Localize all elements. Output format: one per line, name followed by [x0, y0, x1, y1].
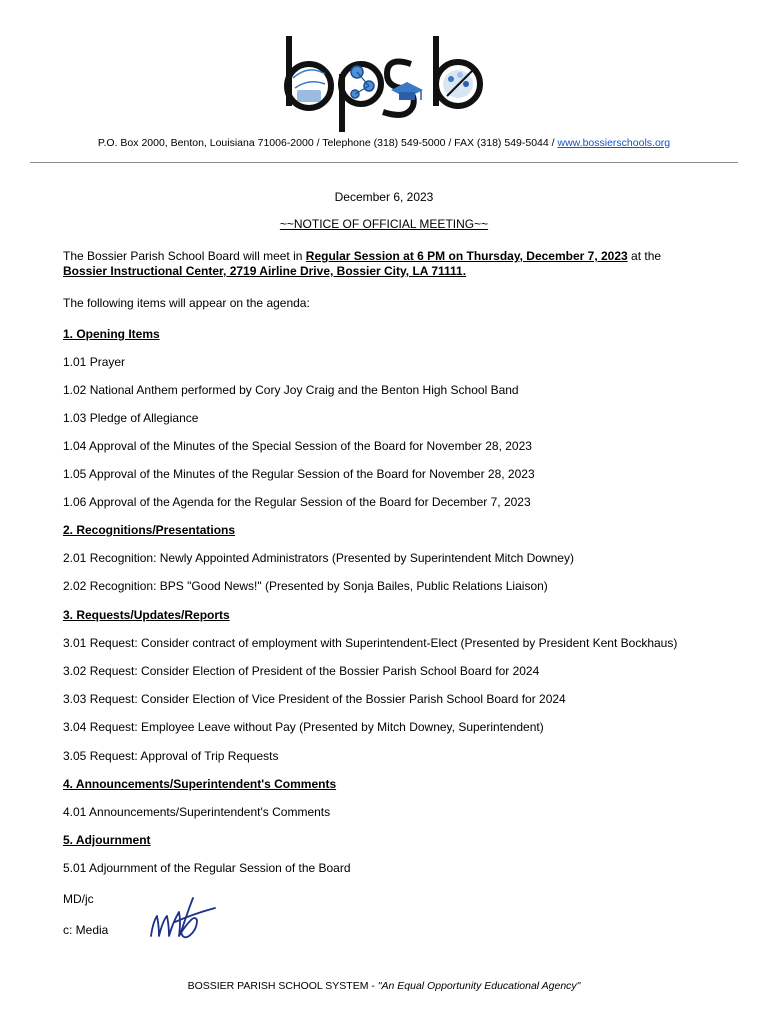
- agenda-item: 1.05 Approval of the Minutes of the Regular Session of the Board for November 28, 2023: [63, 467, 535, 481]
- agenda-item: 4.01 Announcements/Superintendent's Comments: [63, 805, 331, 819]
- agenda-item: 1.01 Prayer: [63, 355, 126, 369]
- meeting-location: Bossier Instructional Center, 2719 Airline Drive, Bossier City, LA 71111.: [63, 264, 467, 278]
- agenda-item: 1.06 Approval of the Agenda for the Regular Session of the Board for December 7, 2023: [63, 495, 531, 509]
- intro-text-1: The Bossier Parish School Board will meet in: [63, 249, 306, 263]
- website-link[interactable]: www.bossierschools.org: [557, 137, 671, 149]
- agenda-item: 3.04 Request: Employee Leave without Pay (Presented by Mitch Downey, Superintendent): [63, 720, 544, 734]
- section-title-requests: 3. Requests/Updates/Reports: [63, 608, 230, 622]
- notice-title: ~~NOTICE OF OFFICIAL MEETING~~: [279, 217, 489, 231]
- agenda-item: 2.02 Recognition: BPS "Good News!" (Presented by Sonja Bailes, Public Relations Liaison): [63, 579, 548, 593]
- footer-motto: "An Equal Opportunity Educational Agency": [377, 980, 581, 992]
- contact-line: [0, 137, 768, 149]
- agenda-intro: The following items will appear on the agenda:: [63, 296, 310, 310]
- cc-line: c: Media: [63, 923, 109, 937]
- agenda-item: 2.01 Recognition: Newly Appointed Administrators (Presented by Superintendent Mitch Downey): [63, 551, 574, 565]
- section-title-announcements: 4. Announcements/Superintendent's Comments: [63, 777, 337, 791]
- initials: MD/jc: [63, 892, 94, 906]
- footer: [0, 980, 768, 992]
- bpsb-logo: [283, 34, 485, 132]
- agenda-item: 1.03 Pledge of Allegiance: [63, 411, 199, 425]
- header-divider: [30, 162, 738, 163]
- section-title-opening: 1. Opening Items: [63, 327, 160, 341]
- contact-text: P.O. Box 2000, Benton, Louisiana 71006-2000 / Telephone (318) 549-5000 / FAX (318) 549-5044 /: [97, 137, 555, 149]
- intro-text-2: at the: [627, 249, 662, 263]
- section-title-adjournment: 5. Adjournment: [63, 833, 151, 847]
- letter-date: December 6, 2023: [334, 190, 434, 204]
- agenda-item: 3.02 Request: Consider Election of President of the Bossier Parish School Board for 2024: [63, 664, 540, 678]
- agenda-item: 1.02 National Anthem performed by Cory Joy Craig and the Benton High School Band: [63, 383, 519, 397]
- footer-org: BOSSIER PARISH SCHOOL SYSTEM -: [187, 980, 378, 992]
- signature-image: [145, 892, 220, 944]
- agenda-item: 3.05 Request: Approval of Trip Requests: [63, 749, 279, 763]
- section-title-recognitions: 2. Recognitions/Presentations: [63, 523, 236, 537]
- agenda-item: 1.04 Approval of the Minutes of the Special Session of the Board for November 28, 2023: [63, 439, 532, 453]
- session-details: Regular Session at 6 PM on Thursday, December 7, 2023: [305, 249, 628, 263]
- intro-paragraph: [63, 249, 723, 279]
- agenda-item: 5.01 Adjournment of the Regular Session of the Board: [63, 861, 351, 875]
- agenda-item: 3.03 Request: Consider Election of Vice President of the Bossier Parish School Board for 2024: [63, 692, 566, 706]
- agenda-item: 3.01 Request: Consider contract of employment with Superintendent-Elect (Presented by President Kent Bockhaus): [63, 636, 678, 650]
